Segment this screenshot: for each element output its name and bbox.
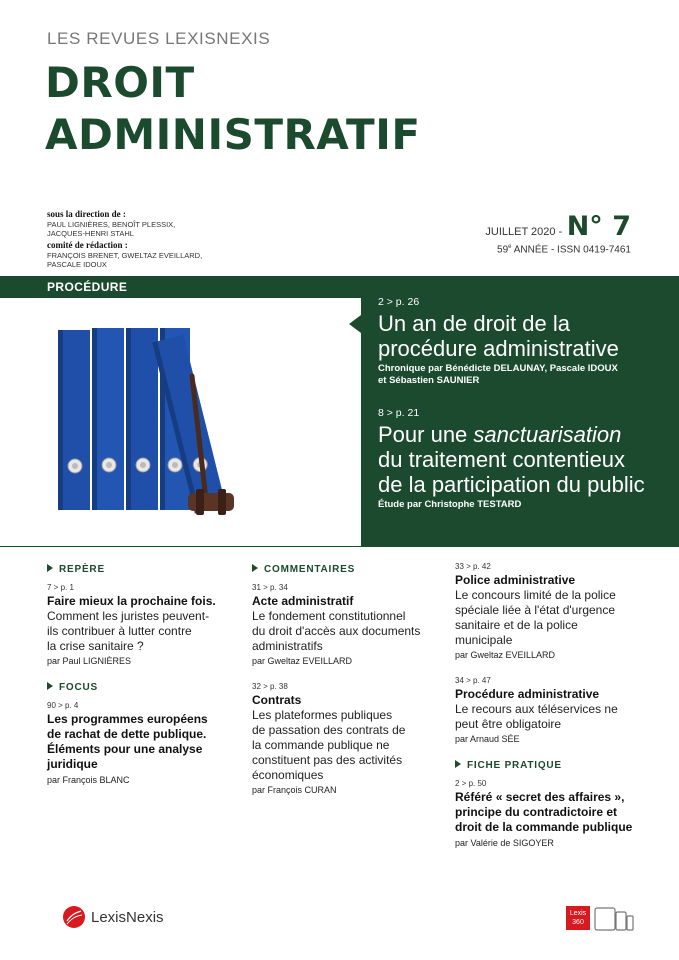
feature-1-title-2: procédure administrative	[378, 336, 619, 361]
triangle-icon	[455, 760, 461, 768]
article-desc: peut être obligatoire	[455, 717, 562, 731]
article-desc: Comment les juristes peuvent-	[47, 609, 210, 623]
publisher-logo	[62, 905, 164, 929]
article-ref: 32 > p. 38	[252, 682, 288, 691]
lexis-360-badge	[566, 906, 590, 930]
committee-names-2: PASCALE IDOUX	[47, 260, 107, 269]
feature-2-ref: 8 > p. 21	[378, 407, 420, 419]
column-1	[47, 564, 237, 785]
section-band-label: PROCÉDURE	[47, 280, 128, 294]
editorial-credits	[47, 209, 202, 269]
column-2	[252, 564, 442, 795]
devices-icon	[594, 906, 634, 932]
article-desc: constituent pas des activités	[252, 753, 403, 767]
article-desc: Le concours limité de la police	[455, 588, 616, 602]
article-author: par Gweltaz EVEILLARD	[252, 656, 353, 666]
article-procedure-administrative[interactable]	[455, 676, 645, 744]
article-title: juridique	[47, 757, 98, 771]
article-author: par Gweltaz EVEILLARD	[455, 650, 556, 660]
article-title: de rachat de dette publique.	[47, 727, 207, 741]
article-title: Police administrative	[455, 573, 576, 587]
article-desc: la commande publique ne	[252, 738, 390, 752]
article-acte-administratif[interactable]	[252, 583, 442, 666]
article-title: Contrats	[252, 693, 302, 707]
feature-1-ref: 2 > p. 26	[378, 296, 420, 308]
article-author: par François BLANC	[47, 775, 130, 785]
binder-3	[126, 328, 158, 510]
article-desc: Le recours aux téléservices ne	[455, 702, 618, 716]
article-ref: 2 > p. 50	[455, 779, 487, 788]
badge-line2: 360	[572, 919, 584, 926]
feature-article-2[interactable]	[378, 407, 645, 511]
direction-label: sous la direction de :	[47, 209, 126, 219]
article-desc: Le fondement constitutionnel	[252, 609, 406, 623]
article-title: Référé « secret des affaires »,	[455, 790, 625, 804]
feature-2-title-3: de la participation du public	[378, 472, 645, 497]
article-author: par Arnaud SÉE	[455, 734, 520, 744]
feature-1-title-1: Un an de droit de la	[378, 311, 571, 336]
direction-names-1: PAUL LIGNIÈRES, BENOÎT PLESSIX,	[47, 220, 176, 229]
triangle-icon	[47, 682, 53, 690]
issue-date: JUILLET 2020 -	[485, 226, 563, 238]
issue-year: 59e ANNÉE - ISSN 0419-7461	[497, 244, 631, 256]
triangle-icon	[252, 564, 258, 572]
feature-1-byline-1: Chronique par Bénédicte DELAUNAY, Pascale IDOUX	[378, 363, 618, 374]
article-desc: sanitaire et de la police	[455, 618, 578, 632]
lexisnexis-icon	[62, 905, 86, 929]
article-title: droit de la commande publique	[455, 820, 633, 834]
article-author: par François CURAN	[252, 785, 337, 795]
article-title: Éléments pour une analyse	[47, 742, 203, 756]
article-title: principe du contradictoire et	[455, 805, 618, 819]
triangle-icon	[47, 564, 53, 572]
badge-line1: Lexis	[569, 910, 587, 917]
column-3	[455, 562, 645, 848]
article-police-administrative[interactable]	[455, 562, 645, 660]
issue-number: N° 7	[566, 211, 631, 242]
article-ref: 7 > p. 1	[47, 583, 74, 592]
article-title: Les programmes européens	[47, 712, 208, 726]
article-author: par Valérie de SIGOYER	[455, 838, 554, 848]
binders-gavel-illustration	[48, 318, 268, 528]
article-title: Faire mieux la prochaine fois.	[47, 594, 216, 608]
article-contrats[interactable]	[252, 682, 442, 795]
section-focus: FOCUS	[47, 682, 237, 693]
feature-2-title-1: Pour une sanctuarisation	[378, 422, 622, 447]
article-title: Procédure administrative	[455, 687, 600, 701]
feature-2-title-2: du traitement contentieux	[378, 447, 626, 472]
article-refere[interactable]	[455, 779, 645, 848]
article-desc: municipale	[455, 633, 513, 647]
section-repere: REPÈRE	[47, 564, 237, 575]
committee-label: comité de rédaction :	[47, 240, 128, 250]
section-fiche-pratique: FICHE PRATIQUE	[455, 760, 645, 771]
feature-panel-pointer	[349, 315, 361, 333]
issue-info	[485, 211, 631, 255]
article-desc: ils contribuer à lutter contre	[47, 624, 192, 638]
section-commentaires: COMMENTAIRES	[252, 564, 442, 575]
article-desc: économiques	[252, 768, 324, 782]
article-author: par Paul LIGNIÈRES	[47, 656, 132, 666]
feature-1-byline-2: et Sébastien SAUNIER	[378, 375, 480, 386]
article-desc: spéciale liée à l'état d'urgence	[455, 603, 616, 617]
article-desc: de passation des contrats de	[252, 723, 406, 737]
binder-2	[92, 328, 124, 510]
journal-title-line1: DROIT	[45, 58, 195, 107]
article-title: Acte administratif	[252, 594, 354, 608]
article-repere[interactable]	[47, 583, 237, 666]
series-name: LES REVUES LEXISNEXIS	[47, 29, 271, 48]
journal-title-line2: ADMINISTRATIF	[45, 110, 421, 159]
divider	[0, 546, 679, 547]
feature-article-1[interactable]	[378, 296, 619, 387]
article-desc: administratifs	[252, 639, 323, 653]
publisher-name: LexisNexis	[91, 908, 164, 926]
article-desc: Les plateformes publiques	[252, 708, 393, 722]
article-ref: 90 > p. 4	[47, 701, 79, 710]
direction-names-2: JACQUES-HENRI STAHL	[47, 229, 134, 238]
article-ref: 33 > p. 42	[455, 562, 491, 571]
article-desc: du droit d'accès aux documents	[252, 624, 421, 638]
article-focus[interactable]	[47, 701, 237, 785]
article-ref: 31 > p. 34	[252, 583, 288, 592]
committee-names-1: FRANÇOIS BRENET, GWELTAZ EVEILLARD,	[47, 251, 203, 260]
feature-2-byline: Étude par Christophe TESTARD	[378, 499, 522, 510]
binder-1	[58, 330, 90, 510]
article-desc: la crise sanitaire ?	[47, 639, 144, 653]
article-ref: 34 > p. 47	[455, 676, 491, 685]
